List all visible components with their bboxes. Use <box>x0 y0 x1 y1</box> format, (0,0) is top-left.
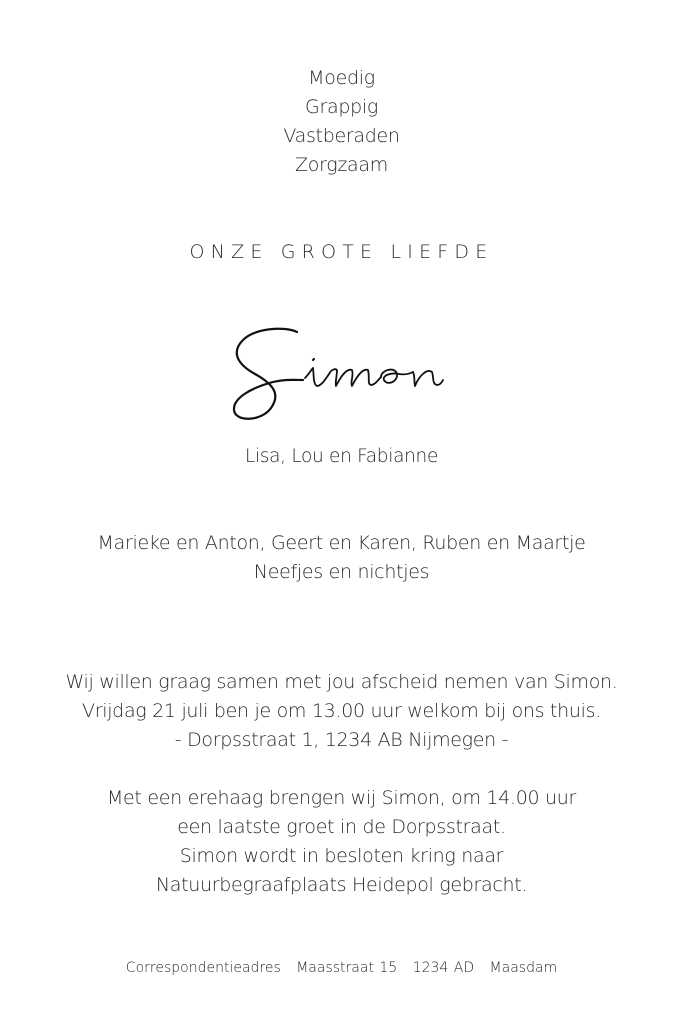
procession-line: Simon wordt in besloten kring naar <box>179 845 504 867</box>
qualities-list <box>0 64 683 180</box>
address-street: Maasstraat 15 <box>296 960 398 976</box>
correspondence-address <box>0 957 683 979</box>
address-postcode: 1234 AD <box>412 960 475 976</box>
farewell-line: Wij willen graag samen met jou afscheid nemen van Simon. <box>65 671 618 693</box>
procession-line: Natuurbegraafplaats Heidepol gebracht. <box>155 874 528 896</box>
procession-line: een laatste groet in de Dorpsstraat. <box>177 816 506 838</box>
quality-item: Vastberaden <box>283 125 400 147</box>
family-line: Neefjes en nichtjes <box>253 561 430 583</box>
farewell-line: Vrijdag 21 juli ben je om 13.00 uur welkom bij ons thuis. <box>82 700 601 722</box>
quality-item: Grappig <box>305 96 378 118</box>
children-names: Lisa, Lou en Fabianne <box>244 446 439 467</box>
farewell-line: - Dorpsstraat 1, 1234 AB Nijmegen - <box>174 729 509 751</box>
quality-item: Moedig <box>308 67 375 89</box>
address-label: Correspondentieadres <box>125 960 281 976</box>
headline: ONZE GROTE LIEFDE <box>189 241 494 263</box>
handwritten-name-signature <box>225 322 451 430</box>
address-city: Maasdam <box>489 960 558 976</box>
quality-item: Zorgzaam <box>295 154 388 176</box>
procession-line: Met een erehaag brengen wij Simon, om 14.00 uur <box>106 787 577 809</box>
family-line: Marieke en Anton, Geert en Karen, Ruben en Maartje <box>97 532 586 554</box>
